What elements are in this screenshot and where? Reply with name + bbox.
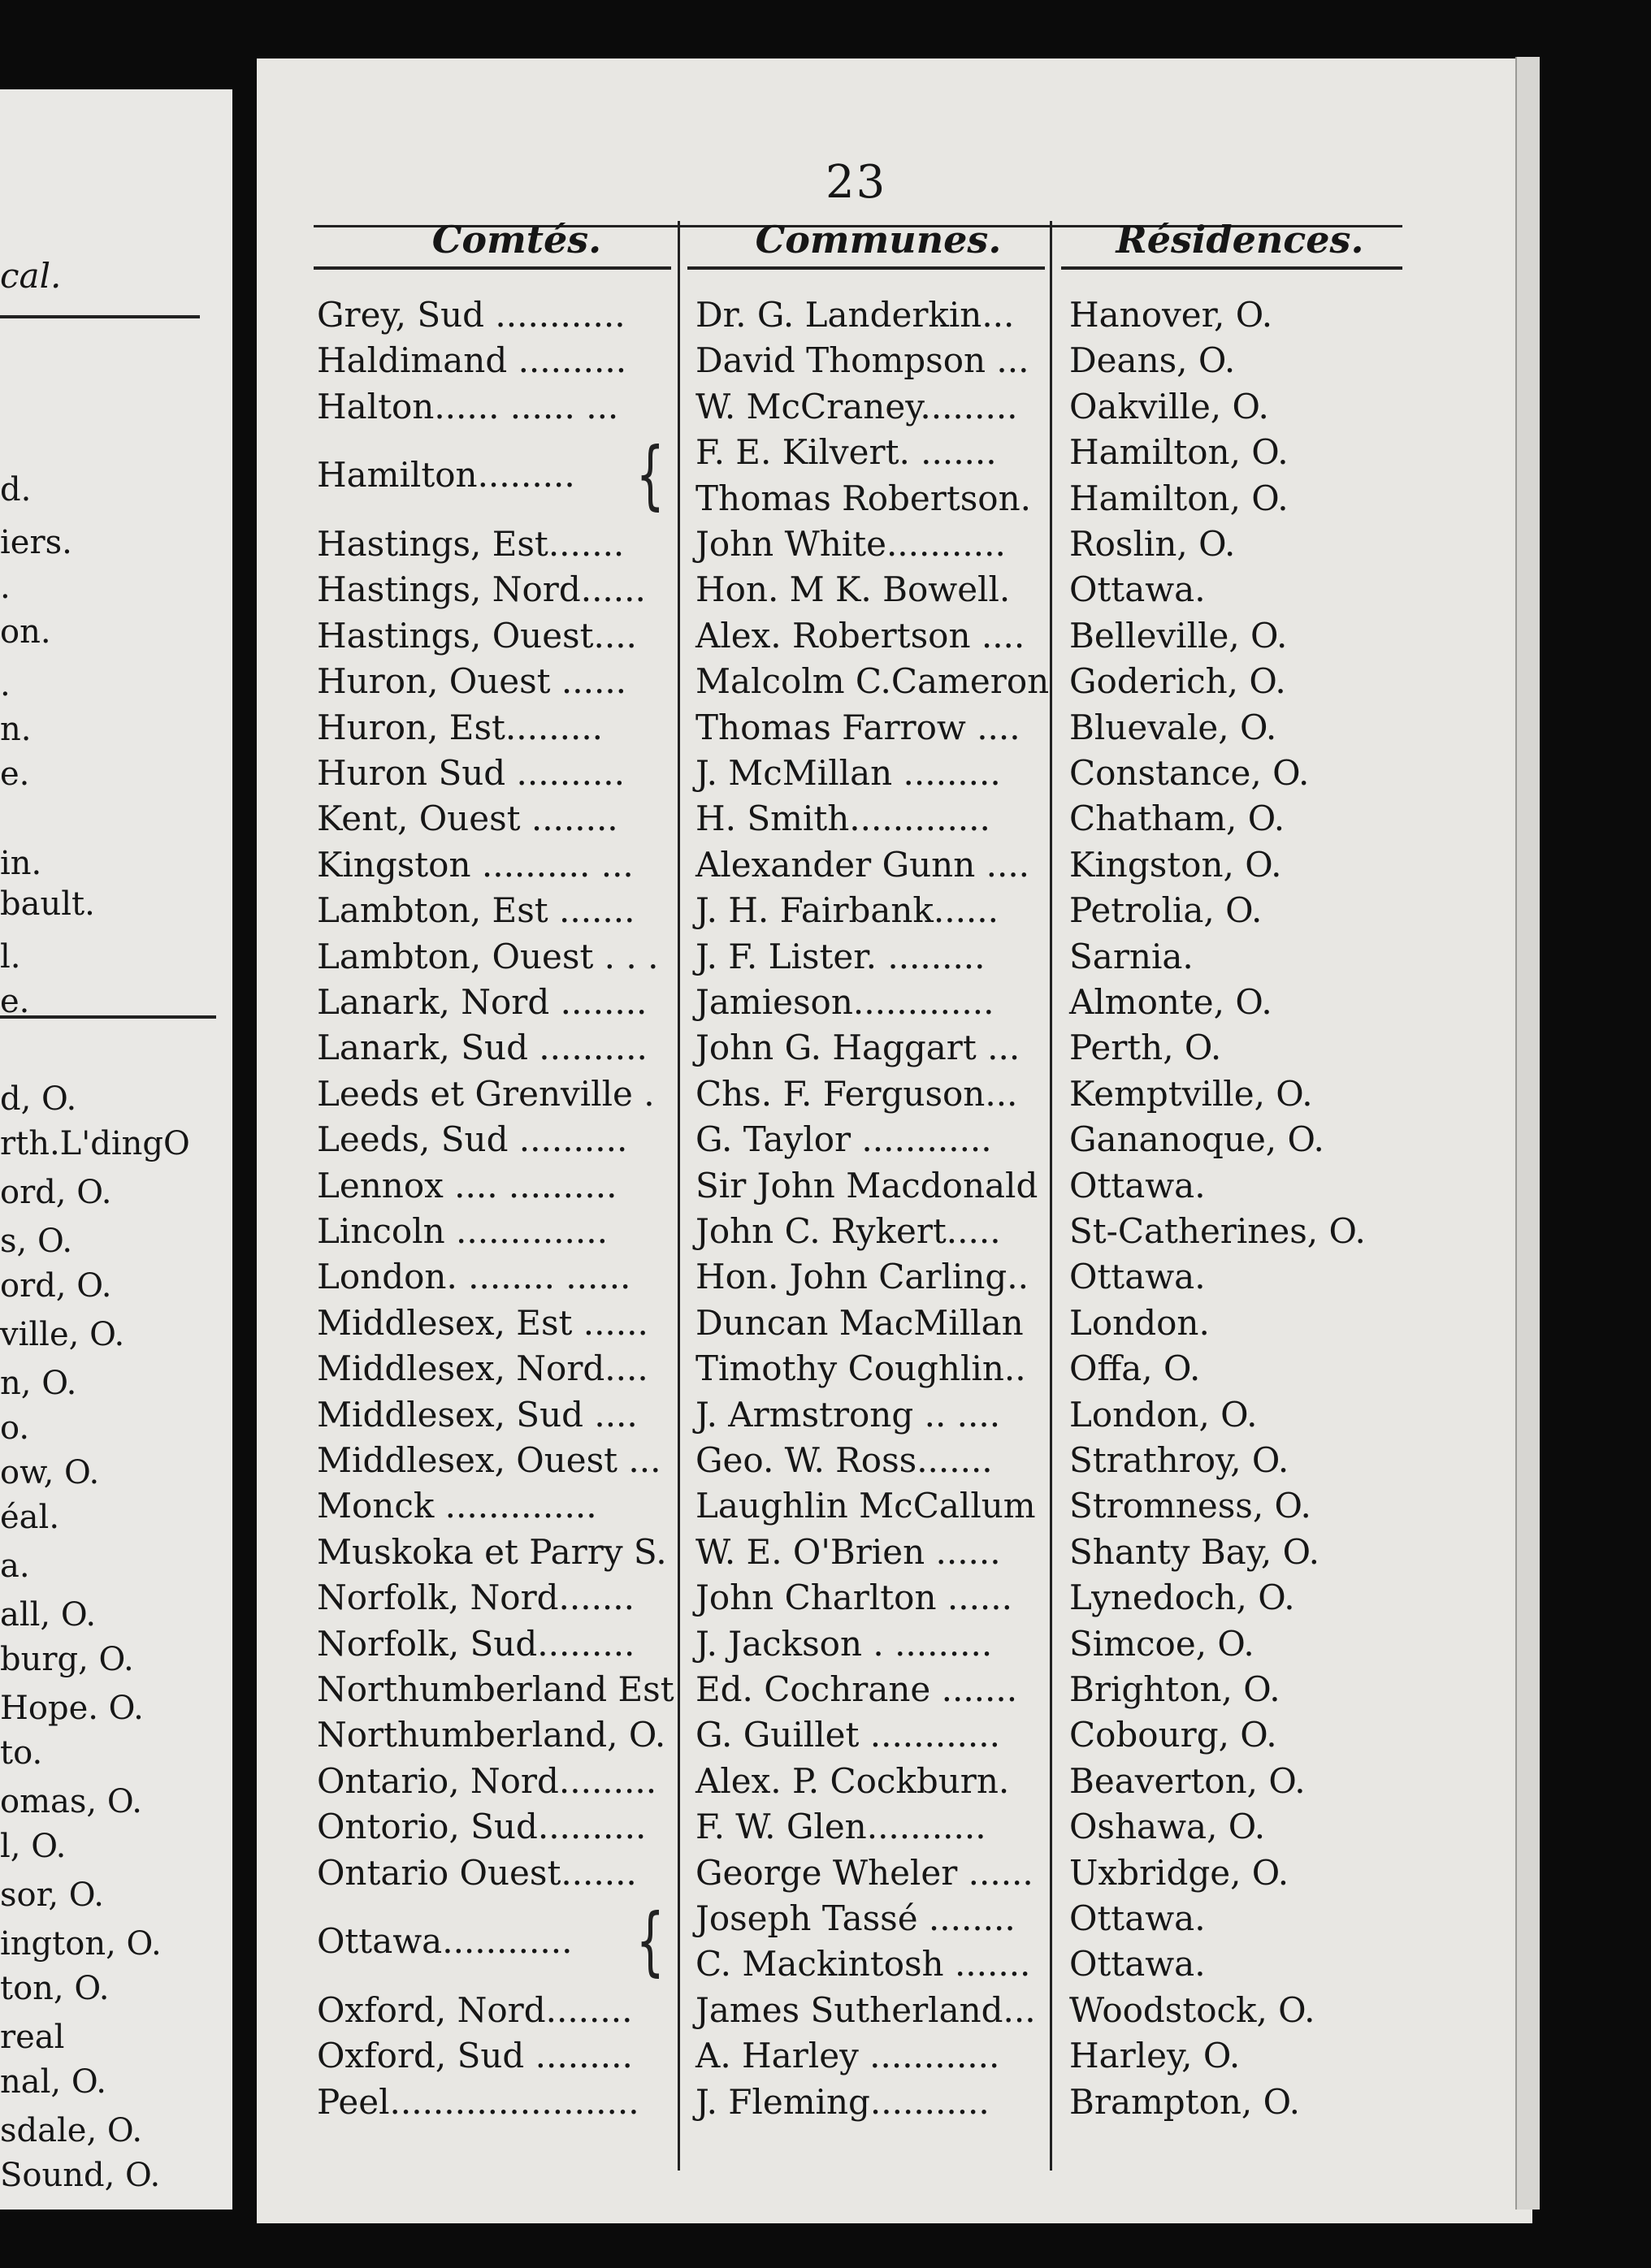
row-commune: W. E. O'Brien ......	[696, 1532, 1001, 1572]
row-residence: Harley, O.	[1069, 2036, 1241, 2075]
column-header-comtes: Comtés.	[431, 218, 602, 262]
row-residence: Hamilton, O.	[1069, 432, 1289, 472]
row-comte: Norfolk, Nord.......	[317, 1578, 635, 1617]
left-page-line: ord, O.	[0, 1267, 112, 1305]
row-residence: Belleville, O.	[1069, 616, 1288, 656]
row-commune: Thomas Robertson.	[696, 478, 1031, 518]
row-residence: Oakville, O.	[1069, 387, 1269, 426]
left-page-line: d, O.	[0, 1080, 77, 1118]
row-comte: Monck ..............	[317, 1486, 597, 1526]
left-page-line: to.	[0, 1734, 43, 1772]
left-page-line: .	[0, 666, 11, 703]
left-page-line: a.	[0, 1547, 30, 1585]
group-brace: {	[635, 431, 665, 518]
left-page-line: bault.	[0, 885, 95, 923]
row-commune: Geo. W. Ross.......	[696, 1440, 993, 1480]
left-page-line: l, O.	[0, 1828, 67, 1865]
row-residence: Brampton, O.	[1069, 2082, 1300, 2122]
row-commune: James Sutherland...	[696, 1990, 1036, 2030]
row-comte: Middlesex, Nord....	[317, 1348, 648, 1388]
row-residence: Hanover, O.	[1069, 295, 1273, 335]
row-comte: Lennox .... ..........	[317, 1166, 618, 1205]
row-residence: Constance, O.	[1069, 753, 1310, 793]
left-page-line: iers.	[0, 524, 72, 561]
row-commune: Sir John Macdonald	[696, 1166, 1038, 1205]
header-rule-comtes	[314, 266, 671, 270]
group-brace: {	[635, 1898, 665, 1984]
row-residence: Offa, O.	[1069, 1348, 1201, 1388]
row-commune: Alexander Gunn ....	[696, 845, 1030, 885]
left-page-line: n.	[0, 711, 32, 748]
row-residence: Beaverton, O.	[1069, 1761, 1306, 1801]
left-page-line: burg, O.	[0, 1641, 134, 1678]
row-commune: J. H. Fairbank......	[696, 890, 999, 930]
row-commune: Chs. F. Ferguson...	[696, 1074, 1018, 1114]
left-page-line: ington, O.	[0, 1925, 162, 1963]
left-page-line: real	[0, 2019, 65, 2056]
row-commune: H. Smith.............	[696, 799, 990, 838]
row-comte: Northumberland, O.	[317, 1715, 666, 1755]
row-comte: Haldimand ..........	[317, 340, 627, 380]
left-page-line: sor, O.	[0, 1876, 104, 1914]
row-commune: Malcolm C.Cameron	[696, 661, 1050, 701]
document-page	[257, 58, 1532, 2223]
row-comte: Oxford, Nord........	[317, 1990, 633, 2030]
row-commune: Timothy Coughlin..	[696, 1348, 1026, 1388]
left-page-heading: cal.	[0, 256, 62, 296]
left-page-line: in.	[0, 845, 42, 882]
left-page-line: o.	[0, 1409, 30, 1447]
row-comte: Leeds, Sud ..........	[317, 1119, 628, 1159]
row-residence: Shanty Bay, O.	[1069, 1532, 1320, 1572]
row-commune: F. W. Glen...........	[696, 1807, 986, 1846]
row-commune: John C. Rykert.....	[696, 1211, 1001, 1251]
row-commune: David Thompson ...	[696, 340, 1029, 380]
row-comte: Peel.......................	[317, 2082, 639, 2122]
row-comte: London. ........ ......	[317, 1257, 631, 1296]
column-divider	[1050, 221, 1052, 2171]
row-comte: Middlesex, Ouest ...	[317, 1440, 661, 1480]
row-comte: Huron, Est.........	[317, 708, 604, 747]
row-commune: J. Armstrong .. ....	[696, 1395, 1001, 1435]
left-page-line: éal.	[0, 1499, 60, 1536]
row-residence: Gananoque, O.	[1069, 1119, 1324, 1159]
row-commune: J. F. Lister. .........	[696, 937, 986, 976]
row-commune: Duncan MacMillan	[696, 1303, 1024, 1343]
row-comte: Ontorio, Sud..........	[317, 1807, 647, 1846]
left-page-line: ord, O.	[0, 1174, 112, 1211]
row-commune: Ed. Cochrane .......	[696, 1669, 1018, 1709]
row-comte: Hastings, Ouest....	[317, 616, 637, 656]
row-comte: Halton...... ...... ...	[317, 387, 619, 426]
row-residence: Kemptville, O.	[1069, 1074, 1313, 1114]
left-page-line: ow, O.	[0, 1454, 100, 1491]
row-commune: G. Taylor ............	[696, 1119, 992, 1159]
row-commune: Hon. John Carling..	[696, 1257, 1029, 1296]
row-comte: Kingston .......... ...	[317, 845, 634, 885]
row-residence: Simcoe, O.	[1069, 1624, 1254, 1664]
left-page-line: sdale, O.	[0, 2112, 143, 2149]
row-commune: Laughlin McCallum	[696, 1486, 1036, 1526]
row-residence: Chatham, O.	[1069, 799, 1285, 838]
left-page-line: ville, O.	[0, 1316, 125, 1353]
row-residence: Ottawa.	[1069, 1166, 1206, 1205]
row-comte: Lanark, Nord ........	[317, 982, 648, 1022]
row-comte: Lambton, Est .......	[317, 890, 635, 930]
row-commune: J. Jackson . .........	[696, 1624, 993, 1664]
row-comte: Lincoln ..............	[317, 1211, 608, 1251]
row-commune: Hon. M K. Bowell.	[696, 569, 1011, 609]
row-commune: John G. Haggart ...	[696, 1028, 1020, 1067]
row-commune: John Charlton ......	[696, 1578, 1012, 1617]
row-comte: Middlesex, Est ......	[317, 1303, 648, 1343]
left-page-line: Sound, O.	[0, 2157, 161, 2194]
left-page-rule	[0, 1015, 216, 1019]
row-commune: Joseph Tassé ........	[696, 1898, 1016, 1938]
left-page-line: nal, O.	[0, 2063, 106, 2101]
row-residence: Petrolia, O.	[1069, 890, 1263, 930]
left-page-rule	[0, 315, 200, 318]
row-commune: C. Mackintosh .......	[696, 1944, 1031, 1984]
row-residence: St-Catherines, O.	[1069, 1211, 1366, 1251]
row-commune: Dr. G. Landerkin...	[696, 295, 1015, 335]
row-comte: Ontario Ouest.......	[317, 1853, 637, 1893]
row-residence: Woodstock, O.	[1069, 1990, 1315, 2030]
column-header-residences: Résidences.	[1116, 218, 1364, 262]
row-comte-grouped: Ottawa............	[317, 1921, 573, 1961]
column-header-communes: Communes.	[755, 218, 1002, 262]
row-residence: Ottawa.	[1069, 1257, 1206, 1296]
left-page-line: .	[0, 569, 11, 606]
row-residence: Sarnia.	[1069, 937, 1194, 976]
row-comte: Norfolk, Sud.........	[317, 1624, 635, 1664]
row-commune: J. Fleming...........	[696, 2082, 990, 2122]
row-residence: Hamilton, O.	[1069, 478, 1289, 518]
row-residence: London, O.	[1069, 1395, 1258, 1435]
row-commune: Thomas Farrow ....	[696, 708, 1020, 747]
row-residence: Uxbridge, O.	[1069, 1853, 1289, 1893]
left-page-line: e.	[0, 755, 30, 793]
column-divider	[678, 221, 680, 2171]
left-page-line: d.	[0, 471, 32, 509]
left-page-line: n, O.	[0, 1365, 77, 1402]
page-edge	[1515, 57, 1540, 2210]
row-residence: Ottawa.	[1069, 1944, 1206, 1984]
row-commune: J. McMillan .........	[696, 753, 1001, 793]
row-commune: F. E. Kilvert. .......	[696, 432, 997, 472]
page-number: 23	[826, 156, 887, 209]
row-residence: Oshawa, O.	[1069, 1807, 1266, 1846]
row-comte: Hastings, Est.......	[317, 524, 625, 564]
row-comte: Oxford, Sud .........	[317, 2036, 633, 2075]
row-comte: Grey, Sud ............	[317, 295, 626, 335]
left-page-line: all, O.	[0, 1596, 97, 1634]
row-residence: Goderich, O.	[1069, 661, 1286, 701]
row-comte: Lambton, Ouest . . .	[317, 937, 659, 976]
row-residence: Strathroy, O.	[1069, 1440, 1289, 1480]
header-rule-residences	[1061, 266, 1402, 270]
row-residence: Roslin, O.	[1069, 524, 1236, 564]
row-commune: Jamieson.............	[696, 982, 994, 1022]
left-page-line: rth.L'dingO	[0, 1125, 190, 1162]
left-page-line: omas, O.	[0, 1783, 142, 1820]
row-comte: Kent, Ouest ........	[317, 799, 618, 838]
row-comte: Muskoka et Parry S.	[317, 1532, 667, 1572]
left-page-line: ton, O.	[0, 1970, 110, 2007]
row-residence: Brighton, O.	[1069, 1669, 1280, 1709]
row-residence: London.	[1069, 1303, 1210, 1343]
left-page-line: e.	[0, 983, 30, 1020]
row-comte: Ontario, Nord.........	[317, 1761, 657, 1801]
row-residence: Stromness, O.	[1069, 1486, 1311, 1526]
left-page-line: s, O.	[0, 1223, 73, 1260]
row-comte: Huron, Ouest ......	[317, 661, 627, 701]
row-comte: Middlesex, Sud ....	[317, 1395, 638, 1435]
row-commune: A. Harley ............	[696, 2036, 1000, 2075]
row-commune: Alex. Robertson ....	[696, 616, 1025, 656]
row-comte: Huron Sud ..........	[317, 753, 626, 793]
row-residence: Ottawa.	[1069, 569, 1206, 609]
row-commune: W. McCraney.........	[696, 387, 1018, 426]
left-page-line: on.	[0, 613, 51, 651]
row-residence: Cobourg, O.	[1069, 1715, 1277, 1755]
left-page-fragment	[0, 89, 232, 2210]
row-commune: G. Guillet ............	[696, 1715, 1000, 1755]
row-commune: John White...........	[696, 524, 1006, 564]
left-page-bleed-through	[122, 333, 232, 2201]
left-page-line: l.	[0, 938, 21, 976]
row-residence: Deans, O.	[1069, 340, 1236, 380]
row-residence: Almonte, O.	[1069, 982, 1272, 1022]
row-comte-grouped: Hamilton.........	[317, 455, 575, 495]
row-residence: Bluevale, O.	[1069, 708, 1277, 747]
row-comte: Hastings, Nord......	[317, 569, 646, 609]
row-residence: Lynedoch, O.	[1069, 1578, 1295, 1617]
left-page-line: Hope. O.	[0, 1690, 144, 1727]
row-residence: Perth, O.	[1069, 1028, 1222, 1067]
row-commune: Alex. P. Cockburn.	[696, 1761, 1010, 1801]
row-comte: Leeds et Grenville .	[317, 1074, 655, 1114]
row-residence: Ottawa.	[1069, 1898, 1206, 1938]
header-rule-communes	[687, 266, 1045, 270]
row-comte: Lanark, Sud ..........	[317, 1028, 648, 1067]
row-residence: Kingston, O.	[1069, 845, 1282, 885]
row-comte: Northumberland Est	[317, 1669, 674, 1709]
row-commune: George Wheler ......	[696, 1853, 1034, 1893]
